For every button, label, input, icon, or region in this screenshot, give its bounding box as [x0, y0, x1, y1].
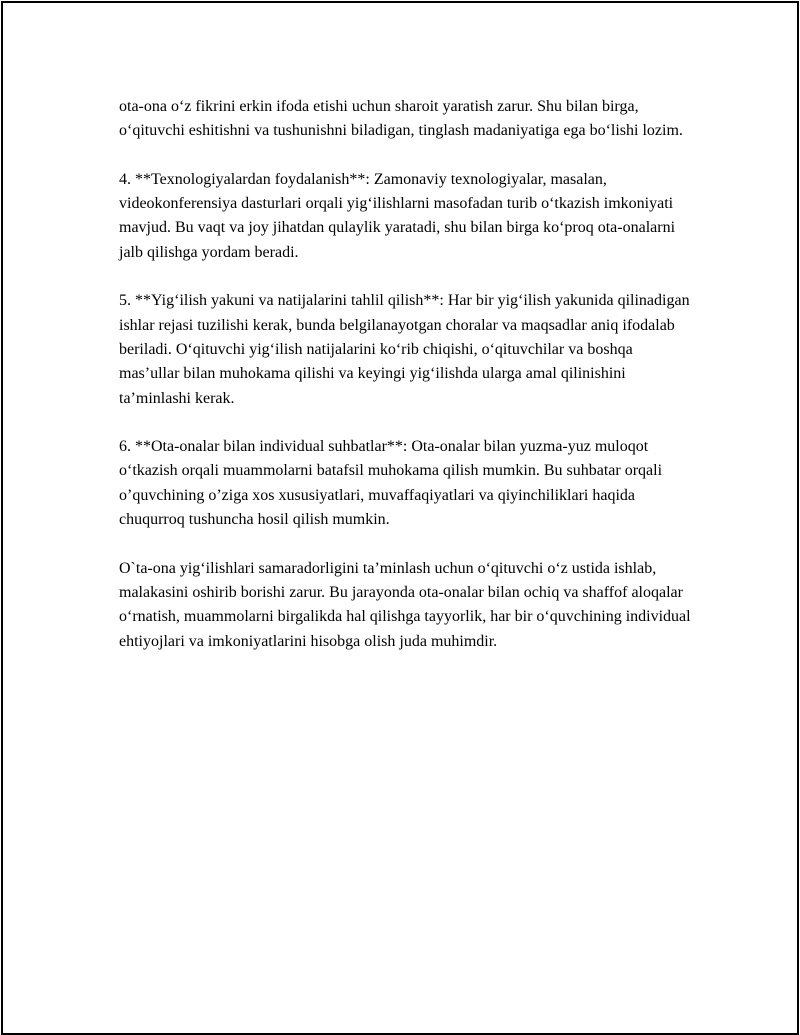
- paragraph-individual-talks: 6. **Ota-onalar bilan individual suhbatlar**: Ota-onalar bilan yuzma-yuz muloqot o‘tkazish orqali muammolarni batafsil muhokama qilish mumkin. Bu suhbatar orqali o’quvchining o’ziga xos xususiyatlari, muvaffaqiyatlari va qiyinchiliklari haqida chuqurroq tushuncha hosil qilish mumkin.: [119, 438, 663, 529]
- paragraph-continuation: ota-ona o‘z fikrini erkin ifoda etishi uchun sharoit yaratish zarur. Shu bilan birga, o‘qituvchi eshitishni va tushunishni biladigan, tinglash madaniyatiga ega bo‘lishi lozim.: [119, 98, 683, 140]
- paragraph-conclusion: O`ta-ona yig‘ilishlari samaradorligini ta’minlash uchun o‘qituvchi o‘z ustida ishlab, malakasini oshirib borishi zarur. Bu jarayonda ota-onalar bilan ochiq va shaffof aloqalar o‘rnatish, muammolarni birgalikda hal qilishga tayyorlik, har bir o‘quvchining individual ehtiyojlari va imkoniyatlarini hisobga olish juda muhimdir.: [119, 559, 691, 650]
- paragraph-meeting-results: 5. **Yig‘ilish yakuni va natijalarini tahlil qilish**: Har bir yig‘ilish yakunida qilinadigan ishlar rejasi tuzilishi kerak, bunda belgilanayotgan choralar va maqsadlar aniq ifodalab beriladi. O‘qituvchi yig‘ilish natijalarini ko‘rib chiqishi, o‘qituvchilar va boshqa mas’ullar bilan muhokama qilishi va keyingi yig‘ilishda ularga amal qilinishini ta’minlashi kerak.: [119, 292, 690, 407]
- document-body: [119, 95, 691, 654]
- paragraph-technology: 4. **Texnologiyalardan foydalanish**: Zamonaviy texnologiyalar, masalan, videokonferensiya dasturlari orqali yig‘ilishlarni masofadan turib o‘tkazish imkoniyati mavjud. Bu vaqt va joy jihatdan qulaylik yaratadi, shu bilan birga ko‘proq ota-onalarni jalb qilishga yordam beradi.: [119, 170, 676, 261]
- page: [1, 1, 799, 1035]
